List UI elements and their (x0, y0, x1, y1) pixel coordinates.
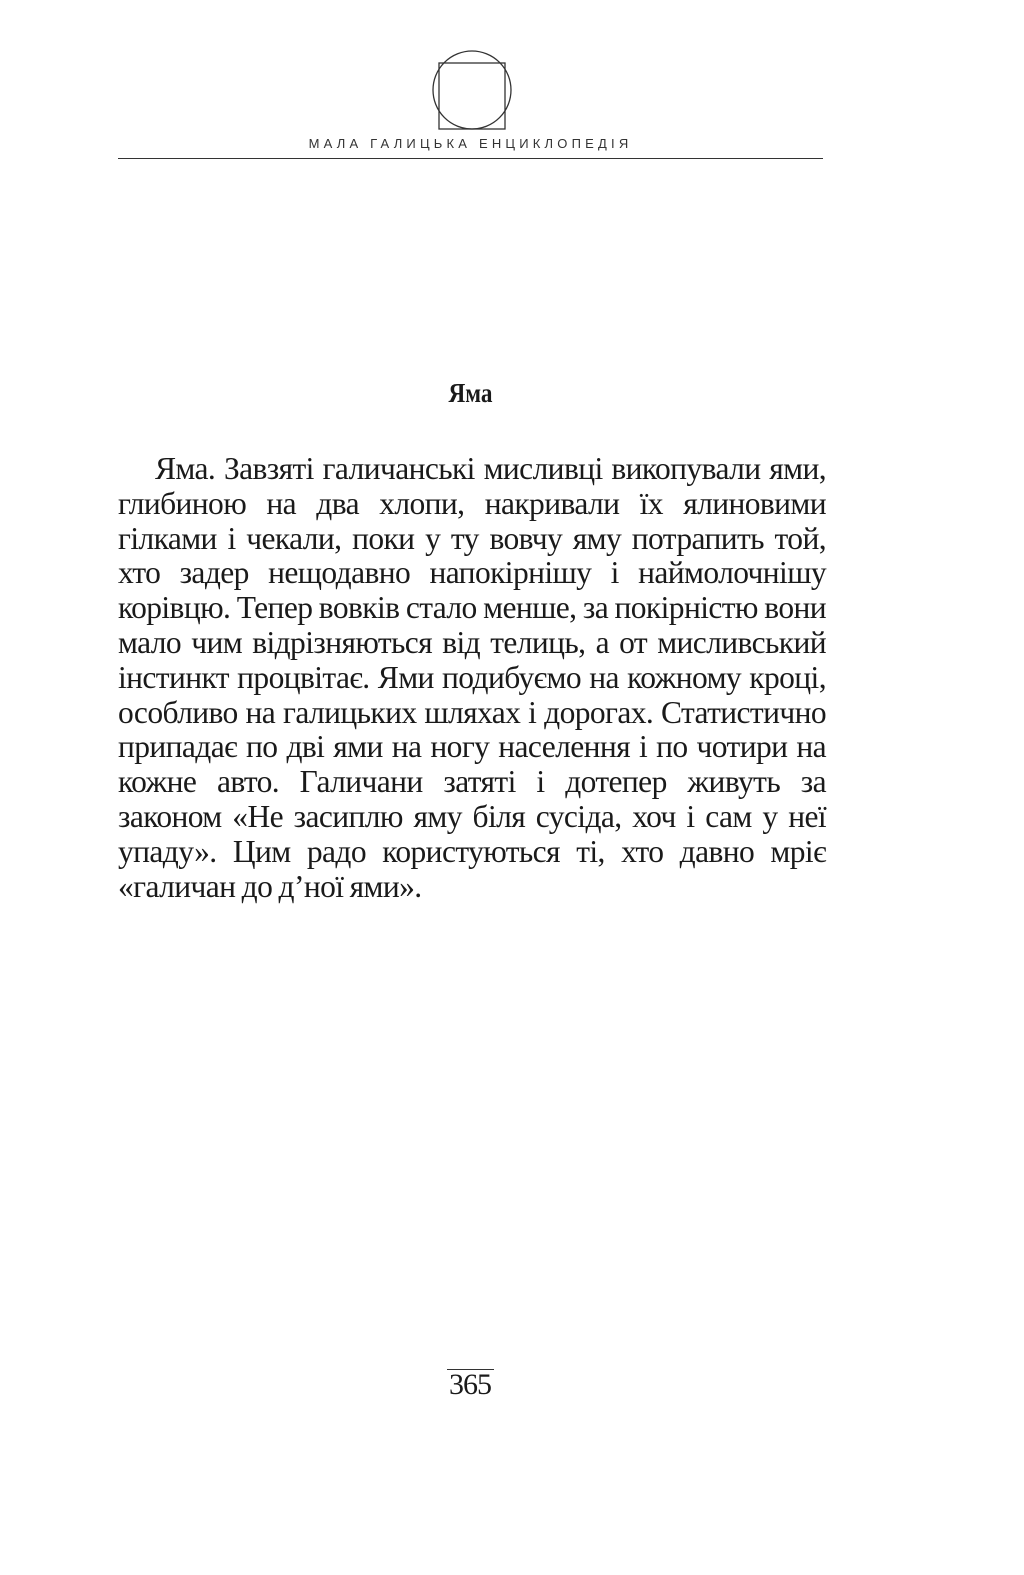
article-title: Яма (448, 378, 493, 408)
circle-square-emblem-icon (431, 49, 513, 131)
article-body: Яма. Завзяті галичанські мисливці викопували ями, глибиною на два хлопи, накривали їх ялиновими гілками і чекали, поки у ту вовчу яму потрапить той, хто задер нещодавно напокірнішу і наймолочнішу корівцю. Тепер вовків стало менше, за покірністю вони мало чим відрізняються від телиць, а от мисливський інстинкт процвітає. Ями подибуємо на кожному кроці, особливо на галицьких шляхах і дорогах. Статистично припадає по дві ями на ногу населення і по чотири на кожне авто. Галичани затяті і дотепер живуть за законом «Не засиплю яму біля сусіда, хоч і сам у неї упаду». Цим радо користуються ті, хто давно мріє «галичан до д’ної ями». (118, 451, 826, 904)
header-divider (118, 158, 823, 159)
running-header: МАЛА ГАЛИЦЬКА ЕНЦИКЛОПЕДІЯ (308, 136, 633, 151)
page-number: 365 (449, 1368, 491, 1401)
